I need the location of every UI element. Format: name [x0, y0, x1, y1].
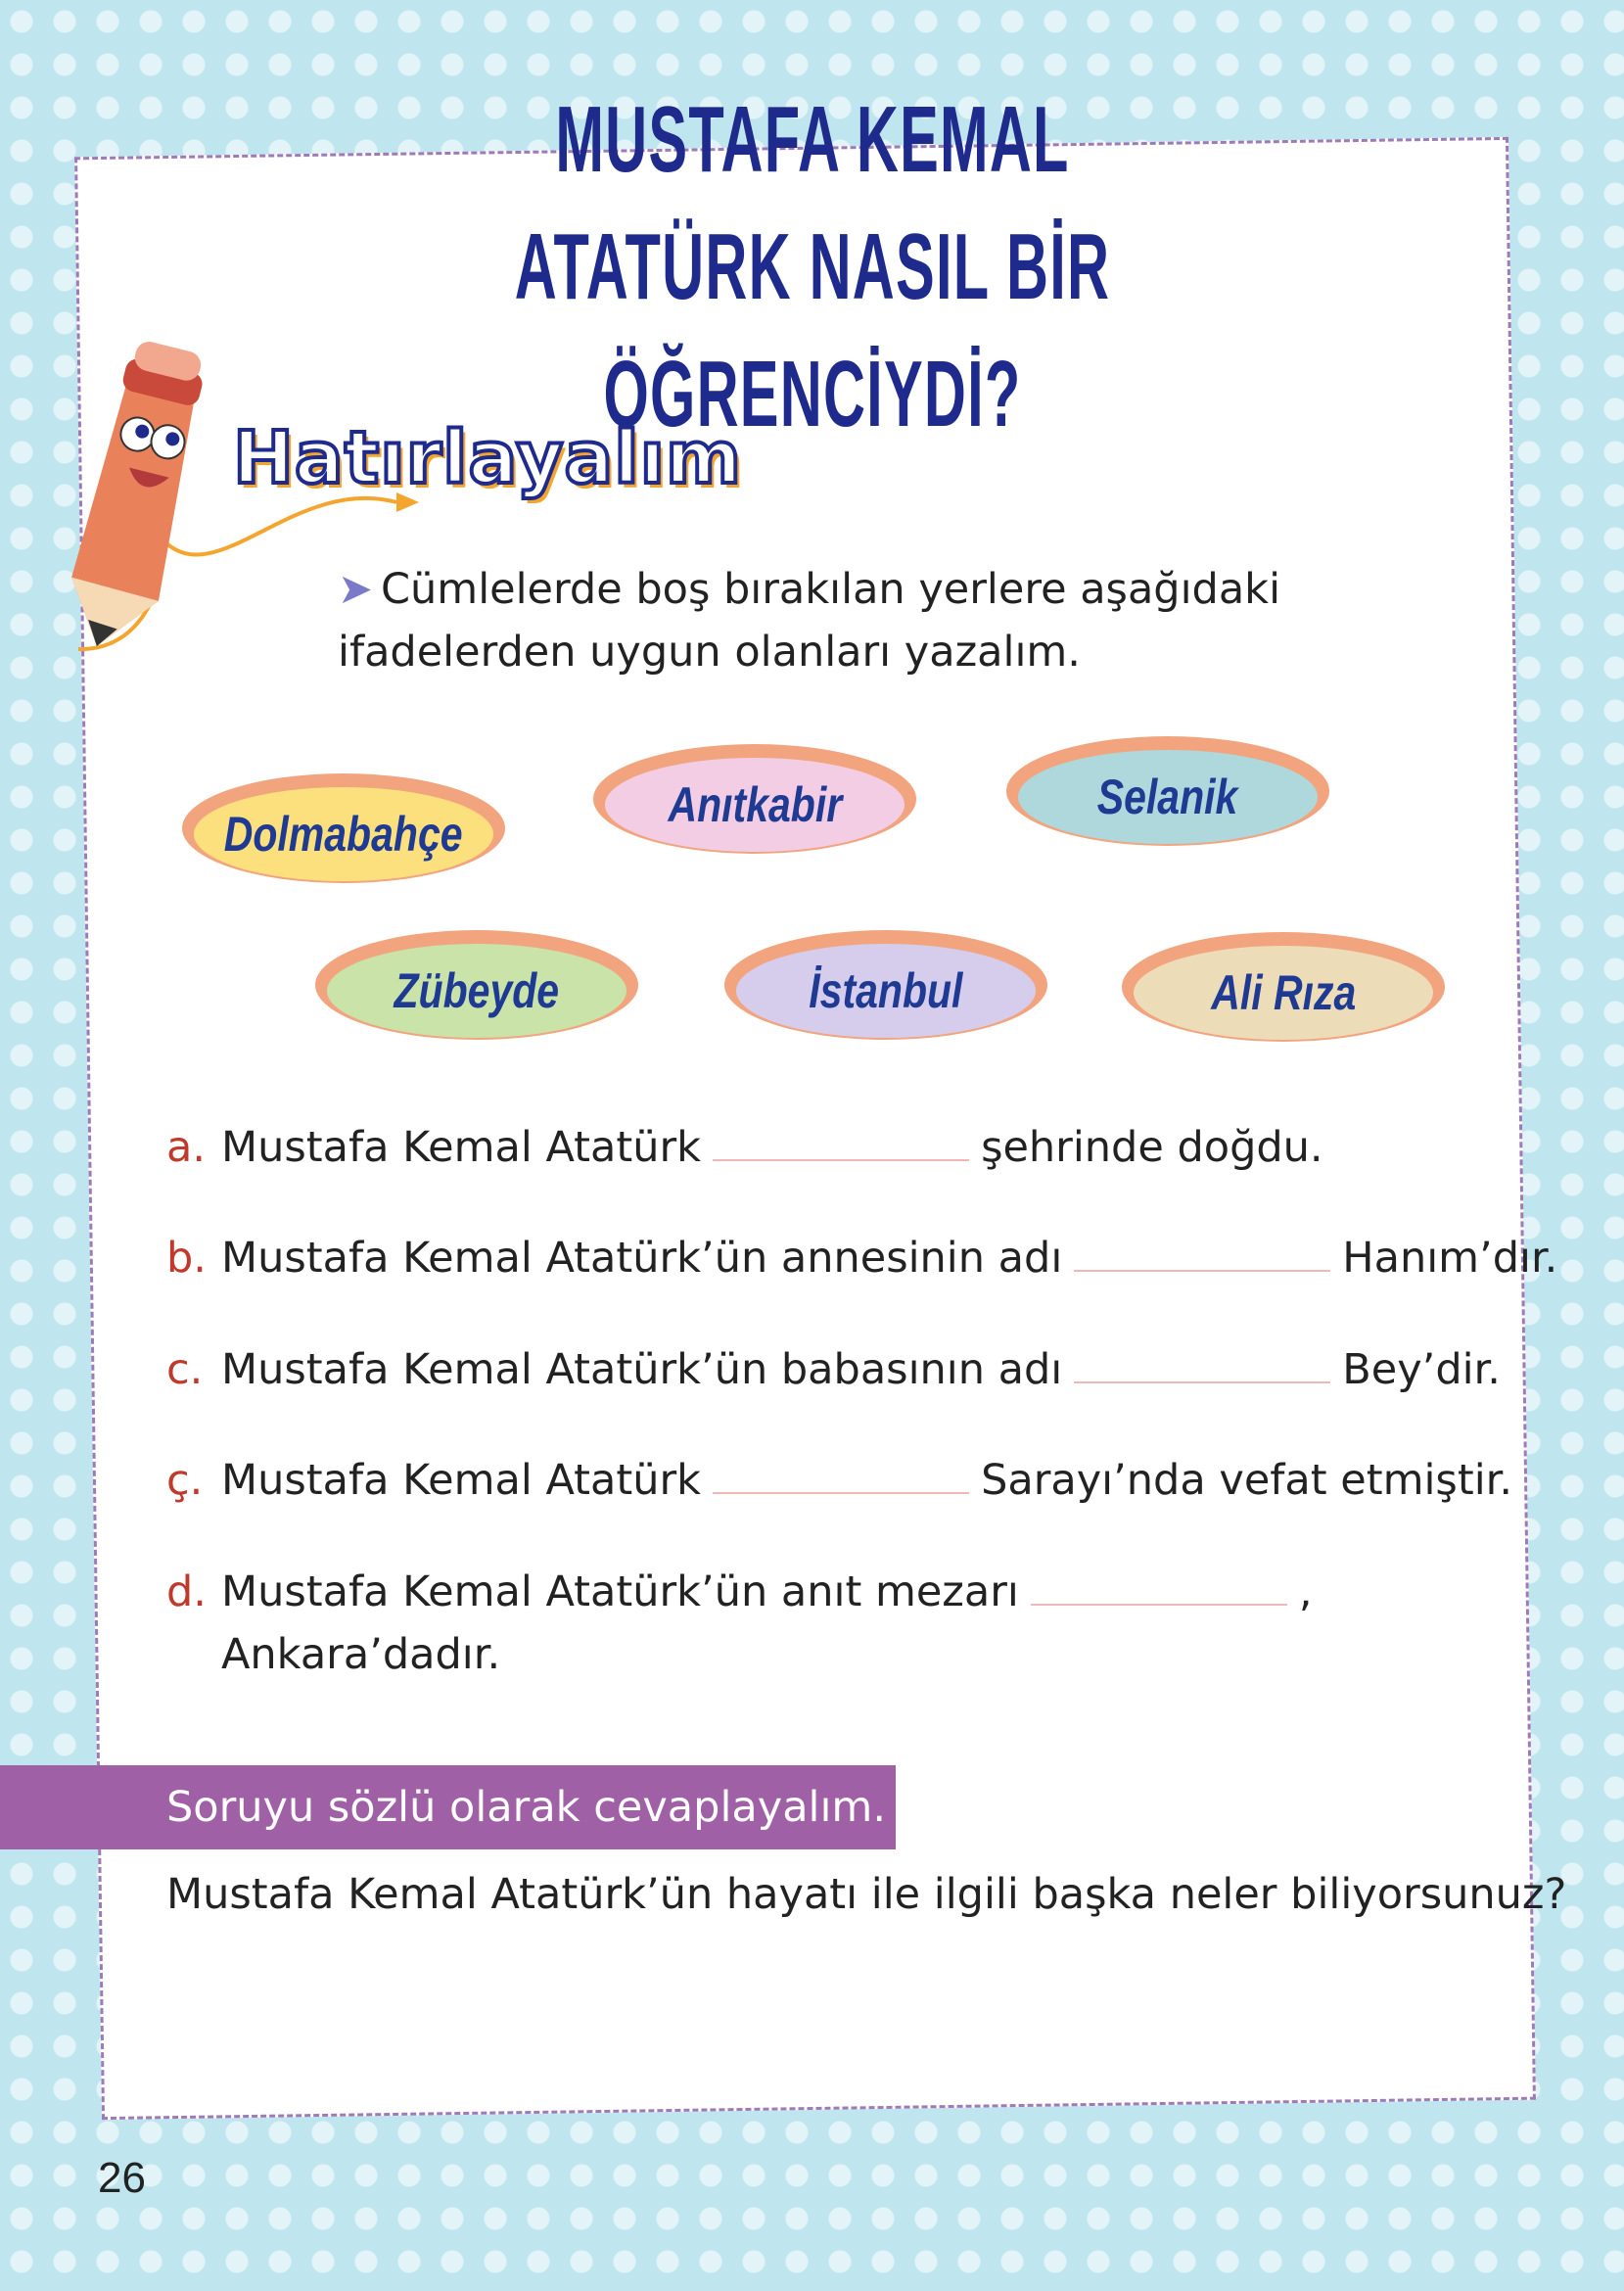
- page-title-line-2: ÖĞRENCİYDİ?: [603, 342, 1022, 446]
- instruction-line-1: Cümlelerde boş bırakılan yerlere aşağıdaki: [381, 565, 1281, 614]
- question-d: [166, 1561, 1517, 1686]
- option-pill-ali-riza: [1122, 932, 1445, 1042]
- answer-blank-d[interactable]: [1031, 1570, 1287, 1606]
- oral-banner-text: Soruyu sözlü olarak cevaplayalım.: [166, 1783, 886, 1832]
- option-pill-anitkabir: [593, 744, 916, 854]
- oral-question: Mustafa Kemal Atatürk’ün hayatı ile ilgili başka neler biliyorsunuz?: [166, 1870, 1567, 1919]
- question-text-before: Mustafa Kemal Atatürk: [221, 1456, 702, 1505]
- question-text-before: Mustafa Kemal Atatürk’ün annesinin adı: [221, 1234, 1063, 1283]
- option-pill-fill: [1134, 946, 1433, 1040]
- option-pill-fill: [327, 944, 626, 1038]
- instruction-text: [338, 558, 1317, 683]
- option-pill-fill: [736, 944, 1036, 1038]
- question-text-before: Mustafa Kemal Atatürk: [221, 1123, 702, 1172]
- option-pill-fill: [605, 758, 905, 852]
- question-text-after: şehrinde doğdu.: [981, 1123, 1323, 1172]
- question-text-after: ,: [1298, 1567, 1313, 1616]
- page-number: 26: [98, 2154, 146, 2202]
- option-label: İstanbul: [809, 963, 963, 1018]
- option-label: Selanik: [1097, 770, 1238, 824]
- option-label: Dolmabahçe: [224, 807, 463, 862]
- question-letter: a.: [166, 1123, 207, 1172]
- option-pill-fill: [1018, 750, 1318, 844]
- question-a: [166, 1116, 1517, 1179]
- question-letter: d.: [166, 1567, 207, 1616]
- question-text-before: Mustafa Kemal Atatürk’ün babasının adı: [221, 1345, 1063, 1394]
- question-continuation: Ankara’dadır.: [221, 1630, 501, 1679]
- answer-blank-a[interactable]: [713, 1126, 969, 1161]
- answer-blank-b[interactable]: [1074, 1237, 1330, 1272]
- option-pill-selanik: [1006, 736, 1329, 846]
- question-text-after: Hanım’dır.: [1342, 1234, 1558, 1283]
- question-c-cedilla: [166, 1449, 1517, 1512]
- page-title-line-1: MUSTAFA KEMAL ATATÜRK NASIL BİR: [514, 87, 1111, 319]
- option-label: Zübeyde: [394, 963, 560, 1018]
- section-heading: Hatırlayalım: [233, 416, 743, 500]
- option-pill-dolmabahce: [182, 773, 505, 883]
- question-b: [166, 1227, 1558, 1289]
- page-title: [418, 76, 1207, 458]
- question-letter: c.: [166, 1345, 204, 1394]
- option-pill-fill: [194, 787, 493, 881]
- option-pill-zubeyde: [315, 930, 638, 1040]
- question-text-before: Mustafa Kemal Atatürk’ün anıt mezarı: [221, 1567, 1019, 1616]
- option-pill-istanbul: [724, 930, 1047, 1040]
- option-label: Anıtkabir: [668, 777, 842, 832]
- question-letter: b.: [166, 1234, 207, 1283]
- oral-section-banner: [0, 1765, 896, 1849]
- option-label: Ali Rıza: [1210, 965, 1357, 1020]
- question-text-after: Bey’dir.: [1342, 1345, 1501, 1394]
- question-c: [166, 1338, 1517, 1401]
- answer-blank-c-cedilla[interactable]: [713, 1459, 969, 1494]
- instruction-line-2: ifadelerden uygun olanları yazalım.: [338, 628, 1081, 677]
- question-text-after: Sarayı’nda vefat etmiştir.: [981, 1456, 1513, 1505]
- answer-blank-c[interactable]: [1074, 1348, 1330, 1383]
- question-letter: ç.: [166, 1456, 204, 1505]
- arrow-right-icon: ➤: [338, 565, 374, 614]
